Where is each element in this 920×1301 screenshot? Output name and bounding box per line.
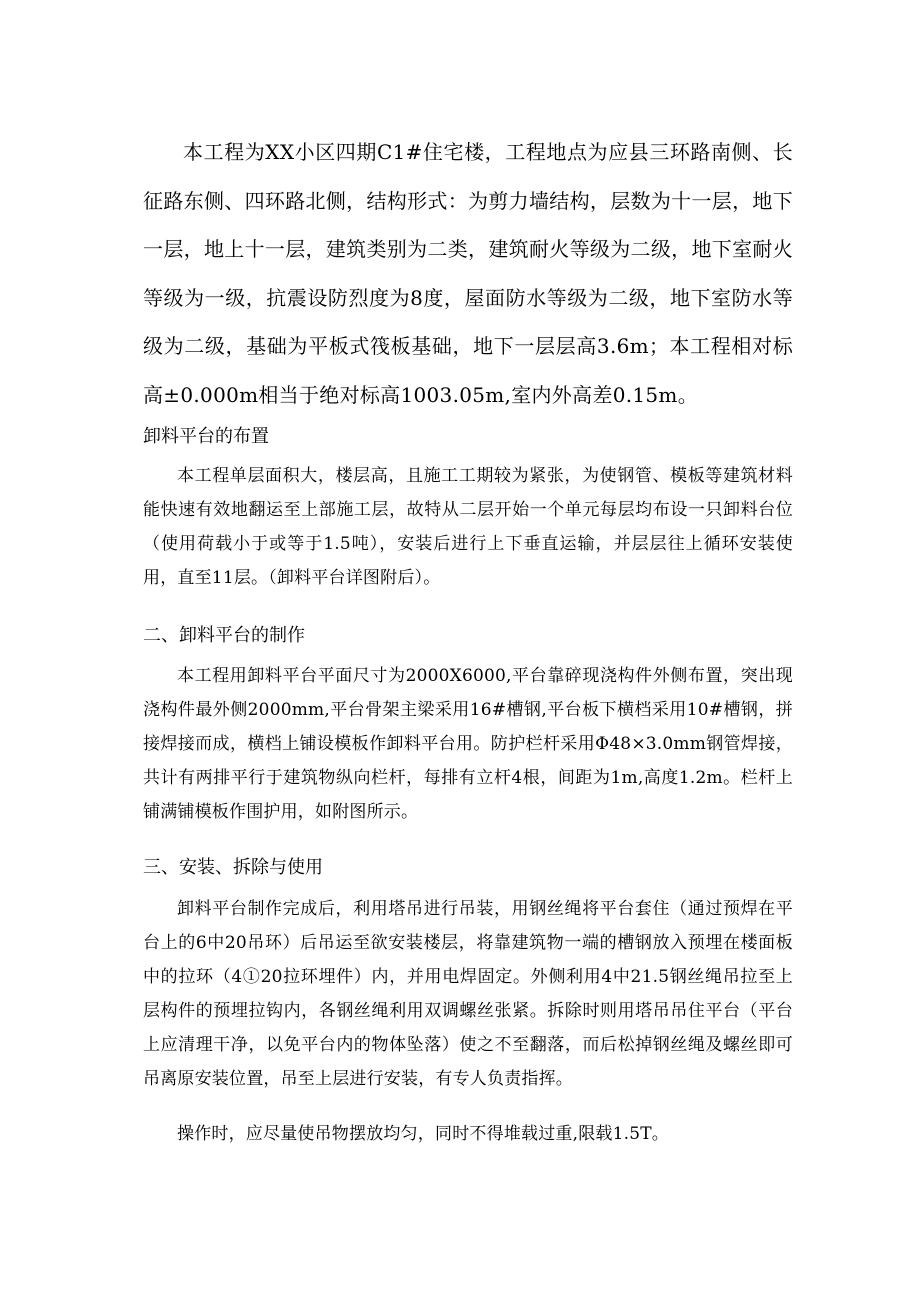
section-body-installation	[143, 892, 793, 1096]
section-heading-unloading-platform-layout: 卸料平台的布置	[143, 426, 269, 447]
section-paragraph-fabrication: 本工程用卸料平台平面尺寸为2000X6000,平台靠碎现浇构件外侧布置，突出现浇构件最外侧2000mm,平台骨架主梁采用16#槽钢,平台板下横档采用10#槽钢，拼接焊接而成，横档上铺设模板作卸料平台用。防护栏杆采用Φ48×3.0mm钢管焊接，共计有两排平行于建筑物纵向栏杆，每排有立杆4根，间距为1m,高度1.2m。栏杆上铺满铺模板作围护用，如附图所示。	[143, 666, 793, 822]
intro-paragraph: 本工程为XX小区四期C1#住宅楼，工程地点为应县三环路南侧、长征路东侧、四环路北侧，结构形式：为剪力墙结构，层数为十一层，地下一层，地上十一层，建筑类别为二类，建筑耐火等级为二级，地下室耐火等级为一级，抗震设防烈度为8度，屋面防水等级为二级，地下室防水等级为二级，基础为平板式筏板基础，地下一层层高3.6m；本工程相对标高±0.000m相当于绝对标高1003.05m,室内外高差0.15m。	[143, 140, 793, 407]
section-paragraph-installation: 卸料平台制作完成后，利用塔吊进行吊装，用钢丝绳将平台套住（通过预焊在平台上的6中20吊环）后吊运至欲安装楼层，将靠建筑物一端的槽钢放入预埋在楼面板中的拉环（4①20拉环埋件）内，并用电焊固定。外侧利用4中21.5钢丝绳吊拉至上层构件的预埋拉钩内，各钢丝绳利用双调螺丝张紧。拆除时则用塔吊吊住平台（平台上应清理干净，以免平台内的物体坠落）使之不至翻落，而后松掉钢丝绳及螺丝即可吊离原安装位置，吊至上层进行安装，有专人负责指挥。	[143, 899, 793, 1089]
section-body-operation-note	[143, 1117, 793, 1151]
section-paragraph-layout: 本工程单层面积大，楼层高，且施工工期较为紧张，为使钢管、模板等建筑材料能快速有效地翻运至上部施工层，故特从二层开始一个单元每层均布设一只卸料台位（使用荷载小于或等于1.5吨），安装后进行上下垂直运输，并层层往上循环安装使用，直至11层。（卸料平台详图附后）。	[143, 466, 793, 588]
section-body-fabrication	[143, 659, 793, 829]
section-paragraph-operation-note: 操作时，应尽量使吊物摆放均匀，同时不得堆载过重,限载1.5T。	[177, 1124, 669, 1144]
intro-paragraph-block	[143, 128, 793, 419]
section-heading-installation-removal-use: 三、安装、拆除与使用	[143, 857, 323, 878]
section-heading-platform-fabrication: 二、卸料平台的制作	[143, 625, 305, 646]
section-body-layout	[143, 459, 793, 595]
